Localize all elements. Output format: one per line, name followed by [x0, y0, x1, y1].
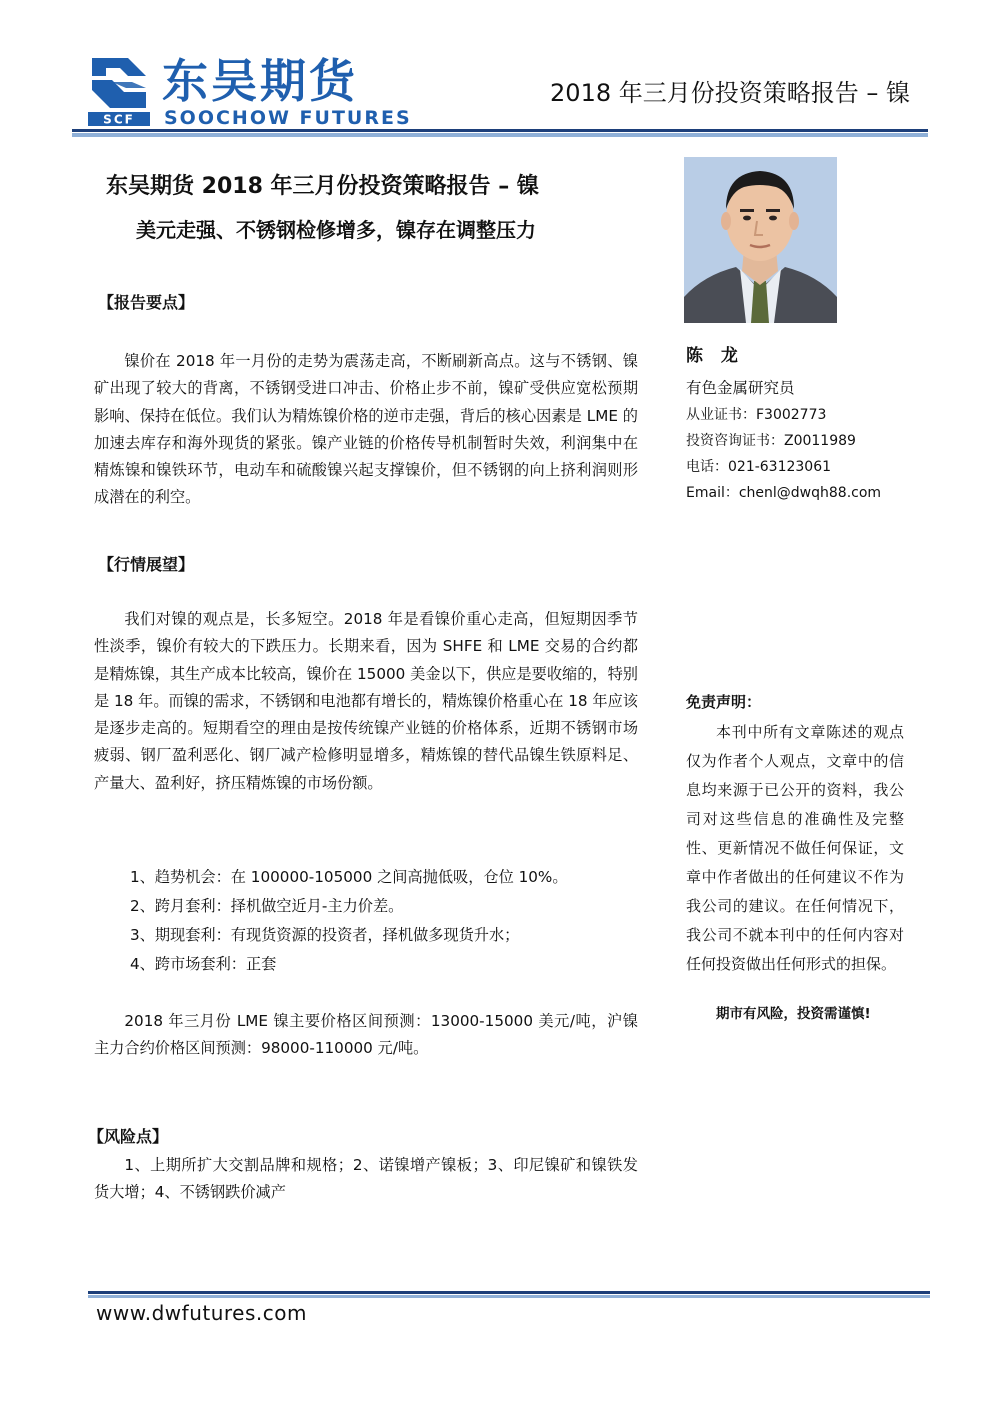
- logo-chinese-name: 东吴期货: [162, 54, 358, 108]
- footer-website-link[interactable]: www.dwfutures.com: [96, 1301, 307, 1325]
- header-report-title: 2018 年三月份投资策略报告 – 镍: [550, 79, 910, 107]
- author-portrait-icon: [684, 157, 837, 323]
- strategy-item: 1、趋势机会：在 100000-105000 之间高抛低吸，仓位 10%。: [130, 868, 568, 886]
- footer-divider: [88, 1291, 930, 1294]
- scf-logo-icon: [88, 52, 150, 128]
- risks-text: 1、上期所扩大交割品牌和规格；2、诺镍增产镍板；3、印尼镍矿和镍铁发货大增；4、不锈钢跌价减产: [94, 1156, 638, 1202]
- strategy-item: 2、跨月套利：择机做空近月-主力价差。: [130, 897, 404, 915]
- report-subtitle: 美元走强、不锈钢检修增多，镍存在调整压力: [136, 218, 536, 242]
- report-title: 东吴期货 2018 年三月份投资策略报告 – 镍: [106, 174, 539, 199]
- price-forecast-text: 2018 年三月份 LME 镍主要价格区间预测：13000-15000 美元/吨，沪镍主力合约价格区间预测：98000-110000 元/吨。: [94, 1012, 638, 1058]
- company-logo: [88, 52, 412, 130]
- author-phone: 电话：021-63123061: [686, 459, 832, 475]
- svg-text:SCF: SCF: [103, 112, 135, 127]
- footer-divider-accent: [88, 1295, 930, 1298]
- author-photo: [684, 157, 837, 323]
- key-points-heading: 【报告要点】: [98, 293, 195, 312]
- strategy-item: 3、期现套利：有现货资源的投资者，择机做多现货升水；: [130, 926, 520, 944]
- author-role: 有色金属研究员: [686, 379, 795, 397]
- risk-warning: 期市有风险，投资需谨慎!: [716, 1006, 871, 1022]
- key-points-text: 镍价在 2018 年一月份的走势为震荡走高，不断刷新高点。这与不锈钢、镍矿出现了较大的背离，不锈钢受进口冲击、价格止步不前，镍矿受供应宽松预期影响、保持在低位。我们认为精炼镍价格的逆市走强，背后的核心因素是 LME 的加速去库存和海外现货的紧张。镍产业链的价格传导机制暂时失效，利润集中在精炼镍和镍铁环节，电动车和硫酸镍兴起支撑镍价，但不锈钢的向上挤利润则形成潜在的利空。: [94, 352, 638, 507]
- author-advisory-certificate: 投资咨询证书：Z0011989: [686, 433, 856, 449]
- strategy-list: [130, 863, 568, 979]
- logo-english-name: SOOCHOW FUTURES: [164, 107, 412, 129]
- header-divider-accent: [72, 133, 928, 137]
- risks-heading: 【风险点】: [88, 1127, 169, 1146]
- outlook-text: 我们对镍的观点是，长多短空。2018 年是看镍价重心走高，但短期因季节性淡季，镍价有较大的下跌压力。长期来看，因为 SHFE 和 LME 交易的合约都是精炼镍，其生产成本比较高，镍价在 15000 美金以下，供应是要收缩的，特别是 18 年。而镍的需求，不锈钢和电池都有增长的，精炼镍价格重心在 18 年应该是逐步走高的。短期看空的理由是按传统镍产业链的价格体系，近期不锈钢市场疲弱、钢厂盈利恶化、钢厂减产检修明显增多，精炼镍的替代品镍生铁原料足、产量大、盈利好，挤压精炼镍的市场份额。: [94, 610, 638, 792]
- disclaimer-heading: 免责声明：: [686, 693, 762, 711]
- author-certificate: 从业证书：F3002773: [686, 407, 827, 423]
- author-name: 陈 龙: [686, 346, 744, 366]
- disclaimer-text: 本刊中所有文章陈述的观点仅为作者个人观点，文章中的信息均来源于已公开的资料，我公司对这些信息的准确性及完整性、更新情况不做任何保证，文章中作者做出的任何建议不作为我公司的建议。在任何情况下，我公司不就本刊中的任何内容对任何投资做出任何形式的担保。: [686, 723, 904, 973]
- author-email[interactable]: Email：chenl@dwqh88.com: [686, 485, 882, 501]
- header-divider: [72, 129, 928, 132]
- outlook-heading: 【行情展望】: [98, 555, 195, 574]
- strategy-item: 4、跨市场套利：正套: [130, 955, 277, 973]
